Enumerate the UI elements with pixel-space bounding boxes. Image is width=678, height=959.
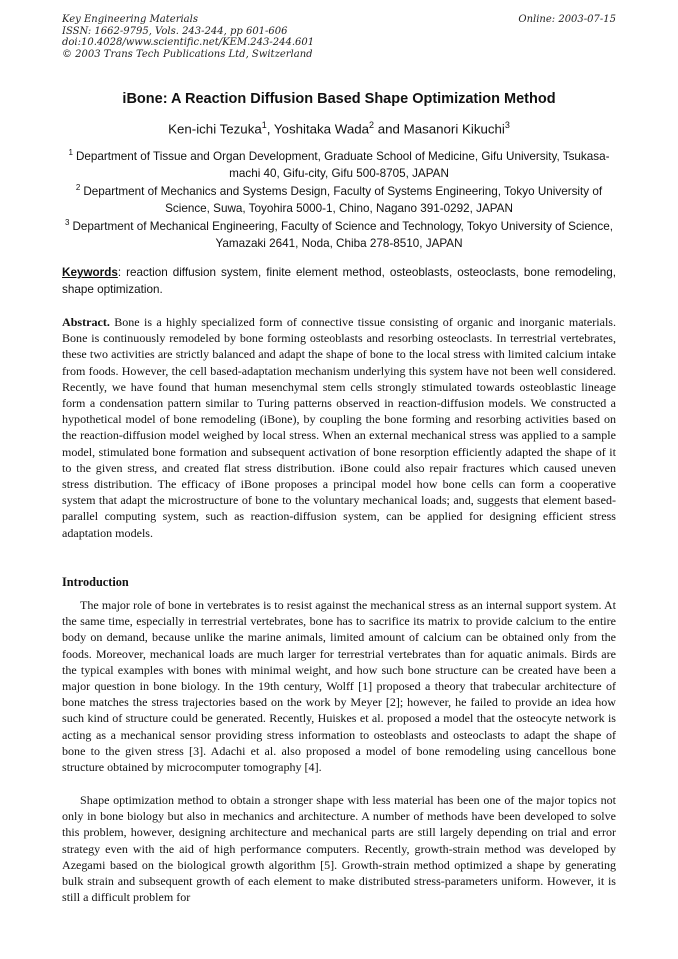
affiliation-text: Department of Mechanical Engineering, Faculty of Science and Technology, Tokyo University of Science, Yamazaki 2641, Noda, Chiba 278-8510, JAPAN bbox=[72, 220, 613, 250]
abstract-label: Abstract. bbox=[62, 315, 110, 329]
keywords-block bbox=[62, 265, 616, 298]
keywords-text: reaction diffusion system, finite element method, osteoblasts, osteoclasts, bone remodeling, shape optimization. bbox=[62, 266, 616, 296]
abstract-block bbox=[62, 314, 616, 541]
issn-line: ISSN: 1662-9795, Vols. 243-244, pp 601-606 bbox=[62, 25, 288, 37]
author-name: Ken-ichi Tezuka bbox=[168, 121, 262, 137]
keywords-label: Keywords bbox=[62, 266, 118, 279]
section-heading-introduction: Introduction bbox=[62, 575, 129, 589]
affiliation-number: 1 bbox=[68, 148, 73, 157]
affiliation bbox=[62, 145, 616, 182]
doi-link[interactable]: doi:10.4028/www.scientific.net/KEM.243-244.601 bbox=[62, 37, 315, 48]
affiliation-text: Department of Tissue and Organ Development, Graduate School of Medicine, Gifu University, Tsukasa-machi 40, Gifu-city, Gifu 500-8705, JAPAN bbox=[75, 150, 610, 180]
affiliation-number: 2 bbox=[75, 183, 81, 192]
body-paragraph: Shape optimization method to obtain a stronger shape with less material has been one of the major topics not only in bone biology but also in mechanics and architecture. A number of methods have been developed to solve this problem, however, designing architecture and mechanical parts are still largely depending on trial and error strategy even with the aid of high performance computers. Recently, growth-strain method was developed by Azegami based on the biological growth algorithm [5]. Growth-strain method optimized a shape by generating bulk strain and subsequent growth of each element to make distributed stress-parameters uniform. However, it is still a difficult problem for bbox=[62, 793, 616, 905]
keywords-colon: : bbox=[117, 266, 122, 279]
online-date: Online: 2003-07-15 bbox=[518, 14, 616, 25]
affiliation bbox=[62, 215, 616, 252]
author-name: Masanori Kikuchi bbox=[403, 121, 505, 137]
author-list bbox=[62, 120, 616, 136]
journal-name: Key Engineering Materials bbox=[62, 14, 198, 25]
body-paragraph: The major role of bone in vertebrates is to resist against the mechanical stress as an internal support system. At the same time, especially in terrestrial vertebrates, bone has to sacrifice its matrix to provide calcium to the entire body on demand, because unlike the marine animals, limited amount of calcium can be obtained only from the foods. Moreover, mechanical loads are much larger for terrestrial vertebrates than for aquatic animals. Birds are the typical examples with bones with minimal weight, and how such bone structure can be created have been a major question in bone biology. In the 19th century, Wolff [1] proposed a theory that trabecular architecture of bone matches the stress trajectories based on the work by Meyer [2]; however, he failed to provide an idea how such kind of structure could be generated. Recently, Huiskes et al. proposed a model that the osteocyte network is acting as a mechanical sensor providing stress information to osteoblasts and osteoclasts to adapt the shape of bone to the given stress [3]. Adachi et al. also proposed a model of bone remodeling using cancellous bone structure obtained by microcomputer tomography [4]. bbox=[62, 598, 616, 775]
author-separator: , bbox=[266, 121, 274, 137]
journal-header bbox=[62, 14, 616, 60]
author-affiliation-mark: 2 bbox=[369, 120, 375, 130]
paper-title: iBone: A Reaction Diffusion Based Shape Optimization Method bbox=[122, 91, 556, 107]
copyright-line: © 2003 Trans Tech Publications Ltd, Switzerland bbox=[62, 48, 313, 60]
author-affiliation-mark: 3 bbox=[504, 120, 510, 130]
author-name: Yoshitaka Wada bbox=[273, 121, 370, 137]
abstract-text: Bone is a highly specialized form of connective tissue consisting of organic and inorganic materials. Bone is continuously remodeled by bone forming osteoblasts and resorbing osteoclasts. In terrestrial vertebrates, these two activities are strictly balanced and adapt the shape of bone to the local stress with limited calcium intake from foods. However, the cell based-adaptation mechanism underlying this system have not been well considered. Recently, we have found that human mesenchymal stem cells strongly stimulated towards osteoblastic lineage form a condensation pattern similar to Turing patterns observed in reaction-diffusion models. We constructed a hypothetical model of bone remodeling (iBone), by coupling the bone forming and resorbing activities based on the reaction-diffusion model weighed by local stress. When an external mechanical stress was applied to a sample model, stimulated bone formation and subsequent activation of bone resorption efficiently adapted the shape of it to the given stress, and created flat stress distribution. iBone could also repair fractures which caused uneven stress distribution. The efficacy of iBone proposes a principal model how bone cells can form a cooperative system that adapt the microstructure of bone to the voluntary mechanical loads; and, suggests that element based-parallel computing system, such as reaction-diffusion system, can be applied for designing efficient stress adaptation models. bbox=[62, 315, 616, 540]
author-affiliation-mark: 1 bbox=[261, 120, 267, 130]
affiliation bbox=[62, 180, 616, 217]
affiliation-text: Department of Mechanics and Systems Design, Faculty of Systems Engineering, Tokyo University of Science, Suwa, Toyohira 5000-1, Chino, Nagano 391-0292, JAPAN bbox=[83, 185, 603, 215]
affiliation-number: 3 bbox=[65, 218, 70, 227]
author-separator: and bbox=[374, 121, 404, 137]
